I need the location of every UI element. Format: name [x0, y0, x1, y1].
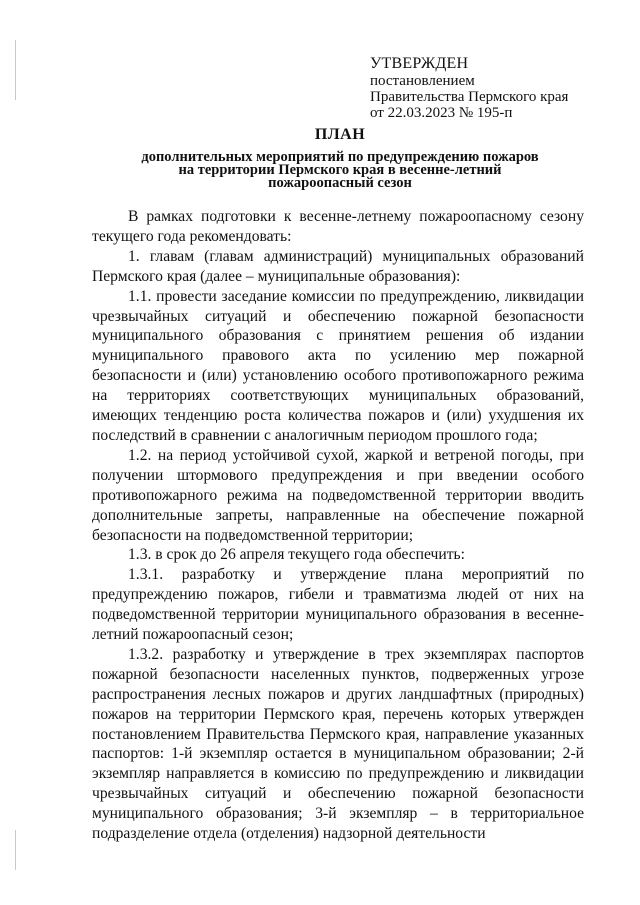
body-paragraph: 1.3. в срок до 26 апреля текущего года обеспечить:: [128, 546, 466, 564]
body-paragraph: В рамках подготовки к весенне-летнему пожароопасному сезону текущего года рекомендовать:: [92, 208, 584, 245]
approval-line: постановлением: [370, 73, 475, 89]
body-paragraph: 1. главам (главам администраций) муниципальных образований Пермского края (далее – муниципальные образования):: [92, 247, 584, 285]
body-paragraph: 1.3.1. разработку и утверждение плана мероприятий по предупреждению пожаров, гибели и травматизма людей от них на подведомственной территории муниципального образования в весенне-летний пожароопасный сезон;: [92, 566, 584, 644]
body-paragraph: 1.1. провести заседание комиссии по предупреждению, ликвидации чрезвычайных ситуаций и обеспечению пожарной безопасности муниципального образования с принятием решения об издании муниципального правового акта по усилению мер пожарной безопасности и (или) установлению особого противопожарного режима на территориях соответствующих муниципальных образований, имеющих тенденцию роста количества пожаров и (или) ухудшения их последствий в сравнении с аналогичным периодом прошлого года;: [92, 287, 584, 444]
scan-edge-mark: [15, 830, 16, 870]
approval-heading: УТВЕРЖДЕН: [370, 55, 469, 72]
scan-edge-mark: [15, 40, 16, 100]
body-paragraph: 1.3.2. разработку и утверждение в трех экземплярах паспортов пожарной безопасности населенных пунктов, подверженных угрозе распространения лесных пожаров и других ландшафтных (природных) пожаров на территории Пермского края, перечень которых утвержден постановлением Правительства Пермского края, направление указанных паспортов: 1-й экземпляр остается в муниципальном образовании; 2-й экземпляр направляется в комиссию по предупреждению и ликвидации чрезвычайных ситуаций и обеспечению пожарной безопасности муниципального образования; 3-й экземпляр – в территориальное подразделение отдела (отделения) надзорной деятельности: [92, 645, 584, 843]
document-body: [92, 207, 584, 844]
approval-line: от 22.03.2023 № 195-п: [370, 105, 513, 121]
subtitle-line: на территории Пермского края в весенне-летний: [178, 162, 502, 178]
document-title: ПЛАН: [314, 126, 366, 143]
approval-block: [370, 55, 620, 121]
subtitle-line: дополнительных мероприятий по предупреждению пожаров: [141, 149, 539, 165]
approval-line: Правительства Пермского края: [370, 89, 569, 105]
body-paragraph: 1.2. на период устойчивой сухой, жаркой и ветреной погоды, при получении штормового предупреждения и при введении особого противопожарного режима на подведомственной территории вводить дополнительные запреты, направленные на обеспечение пожарной безопасности на подведомственной территории;: [92, 446, 584, 544]
document-subtitle: [110, 151, 570, 190]
subtitle-line: пожароопасный сезон: [268, 175, 412, 191]
